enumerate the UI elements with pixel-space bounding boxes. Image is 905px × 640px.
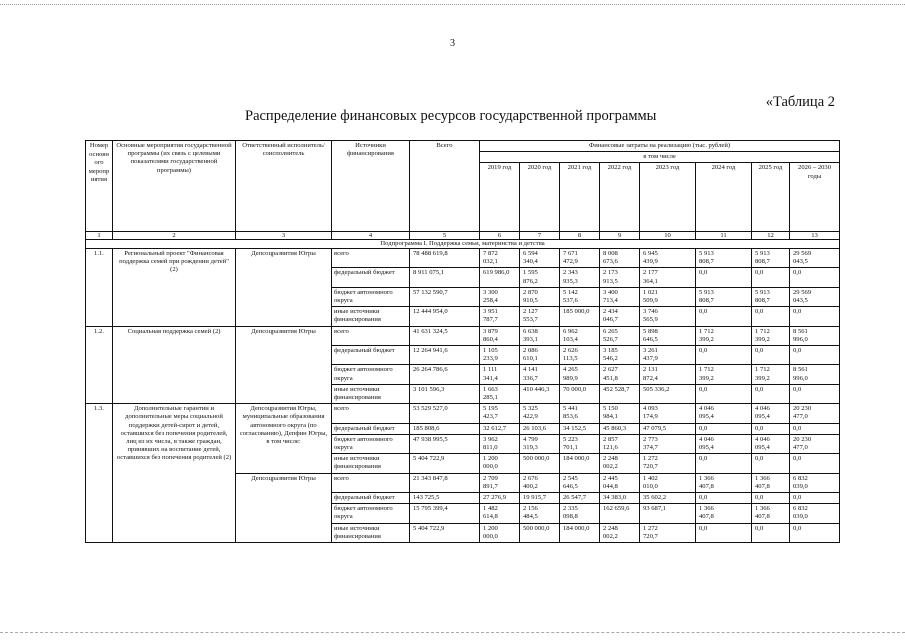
column-number: 13 (790, 232, 840, 240)
header-year: 2024 год (696, 163, 752, 232)
amount-cell: 2 156 484,5 (520, 504, 560, 523)
amount-cell: 47 079,5 (640, 423, 696, 434)
column-number: 12 (752, 232, 790, 240)
amount-cell: 5 195 423,7 (480, 404, 520, 423)
amount-cell: 4 046 095,4 (752, 404, 790, 423)
amount-cell: 0,0 (696, 345, 752, 364)
funding-source: бюджет автономного округа (332, 287, 410, 306)
funding-source: бюджет автономного округа (332, 365, 410, 384)
amount-cell: 4 265 989,9 (560, 365, 600, 384)
amount-cell: 5 142 537,6 (560, 287, 600, 306)
amount-cell: 0,0 (790, 492, 840, 503)
amount-cell: 6 832 039,0 (790, 473, 840, 492)
amount-cell: 2 709 891,7 (480, 473, 520, 492)
subprogram-title: Подпрограмма I. Поддержка семьи, материнства и детства (86, 240, 840, 249)
activity-executor: Депсоцразвития Югры (236, 473, 332, 542)
funding-source: всего (332, 248, 410, 267)
amount-cell: 0,0 (752, 454, 790, 473)
amount-cell: 1 105 233,9 (480, 345, 520, 364)
amount-cell: 32 612,7 (480, 423, 520, 434)
amount-cell: 7 872 032,1 (480, 248, 520, 267)
amount-cell: 0,0 (790, 423, 840, 434)
total-amount: 21 343 847,8 (410, 473, 480, 492)
amount-cell: 0,0 (752, 345, 790, 364)
amount-cell: 3 746 565,9 (640, 307, 696, 326)
funding-source: бюджет автономного округа (332, 504, 410, 523)
amount-cell: 6 594 340,4 (520, 248, 560, 267)
amount-cell: 1 712 399,2 (752, 365, 790, 384)
amount-cell: 452 528,7 (600, 384, 640, 403)
amount-cell: 2 434 046,7 (600, 307, 640, 326)
amount-cell: 45 860,3 (600, 423, 640, 434)
column-number: 1 (86, 232, 113, 240)
amount-cell: 500 000,0 (520, 454, 560, 473)
amount-cell: 26 547,7 (560, 492, 600, 503)
activity-title: Региональный проект "Финансовая поддержка семей при рождении детей" (2) (113, 248, 236, 326)
amount-cell: 2 773 374,7 (640, 434, 696, 453)
total-amount: 26 264 786,6 (410, 365, 480, 384)
amount-cell: 1 712 399,2 (696, 326, 752, 345)
header-year: 2023 год (640, 163, 696, 232)
amount-cell: 1 366 407,8 (752, 473, 790, 492)
amount-cell: 0,0 (790, 454, 840, 473)
header-year: 2021 год (560, 163, 600, 232)
scan-edge-bottom (0, 632, 905, 637)
amount-cell: 2 857 121,6 (600, 434, 640, 453)
amount-cell: 2 676 400,2 (520, 473, 560, 492)
amount-cell: 0,0 (752, 492, 790, 503)
amount-cell: 184 000,0 (560, 523, 600, 542)
header-including: в том числе (480, 152, 840, 163)
amount-cell: 93 687,1 (640, 504, 696, 523)
amount-cell: 4 093 174,9 (640, 404, 696, 423)
amount-cell: 505 336,2 (640, 384, 696, 403)
total-amount: 41 631 324,5 (410, 326, 480, 345)
amount-cell: 2 870 910,5 (520, 287, 560, 306)
amount-cell: 619 986,0 (480, 268, 520, 287)
amount-cell: 2 177 364,1 (640, 268, 696, 287)
amount-cell: 6 638 393,1 (520, 326, 560, 345)
amount-cell: 7 671 472,9 (560, 248, 600, 267)
amount-cell: 6 832 039,0 (790, 504, 840, 523)
amount-cell: 34 383,0 (600, 492, 640, 503)
amount-cell: 1 021 509,9 (640, 287, 696, 306)
amount-cell: 1 200 000,0 (480, 523, 520, 542)
amount-cell: 1 272 720,7 (640, 454, 696, 473)
funding-source: иные источники финансирования (332, 384, 410, 403)
funding-source: всего (332, 473, 410, 492)
amount-cell: 8 561 996,0 (790, 365, 840, 384)
amount-cell: 2 173 913,5 (600, 268, 640, 287)
activity-number: 1.1. (86, 248, 113, 326)
amount-cell: 2 343 935,3 (560, 268, 600, 287)
column-number: 9 (600, 232, 640, 240)
total-amount: 12 444 954,0 (410, 307, 480, 326)
header-costs: Финансовые затраты на реализацию (тыс. рублей) (480, 141, 840, 152)
amount-cell: 34 152,5 (560, 423, 600, 434)
amount-cell: 3 400 713,4 (600, 287, 640, 306)
amount-cell: 2 127 553,7 (520, 307, 560, 326)
table-tag: «Таблица 2 (765, 94, 835, 110)
amount-cell: 2 445 044,8 (600, 473, 640, 492)
amount-cell: 5 898 646,5 (640, 326, 696, 345)
column-number: 11 (696, 232, 752, 240)
activity-executor: Депсоцразвития Югры, муниципальные образования автономного округа (по согласованию), Депфин Югры, в том числе: (236, 404, 332, 473)
funding-source: всего (332, 404, 410, 423)
amount-cell: 5 913 808,7 (696, 248, 752, 267)
total-amount: 47 938 995,5 (410, 434, 480, 453)
activity-number: 1.3. (86, 404, 113, 543)
funding-source: бюджет автономного округа (332, 434, 410, 453)
activity-title: Социальная поддержка семей (2) (113, 326, 236, 404)
amount-cell: 410 446,3 (520, 384, 560, 403)
header-year: 2022 год (600, 163, 640, 232)
total-amount: 5 404 722,9 (410, 523, 480, 542)
amount-cell: 0,0 (790, 523, 840, 542)
funding-source: федеральный бюджет (332, 268, 410, 287)
column-number: 4 (332, 232, 410, 240)
amount-cell: 3 300 258,4 (480, 287, 520, 306)
amount-cell: 5 150 984,1 (600, 404, 640, 423)
amount-cell: 184 000,0 (560, 454, 600, 473)
amount-cell: 1 482 614,8 (480, 504, 520, 523)
amount-cell: 0,0 (790, 345, 840, 364)
amount-cell: 500 000,0 (520, 523, 560, 542)
amount-cell: 0,0 (696, 268, 752, 287)
amount-cell: 0,0 (752, 523, 790, 542)
amount-cell: 2 086 610,1 (520, 345, 560, 364)
total-amount: 12 264 941,6 (410, 345, 480, 364)
amount-cell: 4 046 095,4 (696, 404, 752, 423)
amount-cell: 0,0 (696, 307, 752, 326)
amount-cell: 5 441 853,6 (560, 404, 600, 423)
column-number: 6 (480, 232, 520, 240)
amount-cell: 3 962 811,0 (480, 434, 520, 453)
amount-cell: 2 131 872,4 (640, 365, 696, 384)
amount-cell: 1 402 010,0 (640, 473, 696, 492)
column-number: 5 (410, 232, 480, 240)
funding-source: иные источники финансирования (332, 454, 410, 473)
total-amount: 15 795 399,4 (410, 504, 480, 523)
header-year: 2020 год (520, 163, 560, 232)
amount-cell: 4 141 336,7 (520, 365, 560, 384)
amount-cell: 1 595 876,2 (520, 268, 560, 287)
amount-cell: 6 265 526,7 (600, 326, 640, 345)
total-amount: 57 132 590,7 (410, 287, 480, 306)
header-year: 2019 год (480, 163, 520, 232)
amount-cell: 4 799 319,3 (520, 434, 560, 453)
column-number: 8 (560, 232, 600, 240)
amount-cell: 2 248 002,2 (600, 523, 640, 542)
header-year: 2026 – 2030 годы (790, 163, 840, 232)
amount-cell: 6 962 103,4 (560, 326, 600, 345)
amount-cell: 3 185 546,2 (600, 345, 640, 364)
amount-cell: 2 248 002,2 (600, 454, 640, 473)
activity-executor: Депсоцразвития Югры (236, 248, 332, 326)
amount-cell: 0,0 (790, 307, 840, 326)
column-number: 10 (640, 232, 696, 240)
amount-cell: 1 272 720,7 (640, 523, 696, 542)
scan-edge-top (0, 0, 905, 5)
amount-cell: 5 223 701,1 (560, 434, 600, 453)
table-row (86, 404, 840, 423)
funding-source: иные источники финансирования (332, 523, 410, 542)
header-executor: Ответственный исполнитель/ соисполнитель (236, 141, 332, 232)
amount-cell: 3 261 437,9 (640, 345, 696, 364)
financial-resources-table (85, 140, 840, 543)
total-amount: 78 488 619,8 (410, 248, 480, 267)
activity-number: 1.2. (86, 326, 113, 404)
amount-cell: 0,0 (752, 423, 790, 434)
amount-cell: 5 913 808,7 (752, 248, 790, 267)
table-row (86, 326, 840, 345)
amount-cell: 29 569 043,5 (790, 287, 840, 306)
header-total: Всего (410, 141, 480, 232)
amount-cell: 4 046 095,4 (752, 434, 790, 453)
amount-cell: 0,0 (752, 268, 790, 287)
amount-cell: 0,0 (752, 384, 790, 403)
amount-cell: 1 200 000,0 (480, 454, 520, 473)
amount-cell: 5 913 808,7 (696, 287, 752, 306)
amount-cell: 0,0 (790, 384, 840, 403)
total-amount: 3 101 596,3 (410, 384, 480, 403)
amount-cell: 3 951 787,7 (480, 307, 520, 326)
page-number: 3 (450, 38, 455, 49)
amount-cell: 1 712 399,2 (696, 365, 752, 384)
amount-cell: 20 230 477,0 (790, 434, 840, 453)
amount-cell: 3 879 860,4 (480, 326, 520, 345)
amount-cell: 2 626 113,5 (560, 345, 600, 364)
amount-cell: 1 712 399,2 (752, 326, 790, 345)
funding-source: всего (332, 326, 410, 345)
total-amount: 53 529 527,0 (410, 404, 480, 423)
header-year: 2025 год (752, 163, 790, 232)
amount-cell: 0,0 (696, 492, 752, 503)
amount-cell: 5 325 422,9 (520, 404, 560, 423)
column-number: 2 (113, 232, 236, 240)
amount-cell: 2 335 098,8 (560, 504, 600, 523)
amount-cell: 1 663 285,1 (480, 384, 520, 403)
amount-cell: 5 913 808,7 (752, 287, 790, 306)
funding-source: федеральный бюджет (332, 492, 410, 503)
title-line (85, 94, 835, 128)
table-row (86, 248, 840, 267)
column-number: 3 (236, 232, 332, 240)
amount-cell: 6 945 439,9 (640, 248, 696, 267)
subprogram-row (86, 240, 840, 249)
activity-executor: Депсоцразвития Югры (236, 326, 332, 404)
page-title: Распределение финансовых ресурсов государственной программы (245, 108, 657, 124)
amount-cell: 20 230 477,0 (790, 404, 840, 423)
header-num: Номер основного мероприятия (86, 141, 113, 232)
amount-cell: 1 366 407,8 (696, 504, 752, 523)
amount-cell: 27 276,9 (480, 492, 520, 503)
amount-cell: 4 046 095,4 (696, 434, 752, 453)
amount-cell: 0,0 (696, 454, 752, 473)
total-amount: 185 808,6 (410, 423, 480, 434)
amount-cell: 185 000,0 (560, 307, 600, 326)
total-amount: 8 911 075,1 (410, 268, 480, 287)
amount-cell: 0,0 (752, 307, 790, 326)
funding-source: иные источники финансирования (332, 307, 410, 326)
amount-cell: 0,0 (696, 523, 752, 542)
activity-title: Дополнительные гарантии и дополнительные меры социальной поддержки детей-сирот и детей, оставшихся без попечения родителей, лиц из их числа, в также граждан, принявших на воспитание детей, оставшихся без попечения родителей (2) (113, 404, 236, 543)
amount-cell: 2 545 646,5 (560, 473, 600, 492)
amount-cell: 1 111 341,4 (480, 365, 520, 384)
header-source: Источники финансирования (332, 141, 410, 232)
amount-cell: 0,0 (696, 423, 752, 434)
amount-cell: 162 659,6 (600, 504, 640, 523)
funding-source: федеральный бюджет (332, 345, 410, 364)
amount-cell: 1 366 407,8 (696, 473, 752, 492)
column-number-row (86, 232, 840, 240)
amount-cell: 19 915,7 (520, 492, 560, 503)
table-body (86, 232, 840, 543)
funding-source: федеральный бюджет (332, 423, 410, 434)
column-number: 7 (520, 232, 560, 240)
total-amount: 143 725,5 (410, 492, 480, 503)
amount-cell: 0,0 (790, 268, 840, 287)
total-amount: 5 404 722,9 (410, 454, 480, 473)
amount-cell: 26 103,6 (520, 423, 560, 434)
amount-cell: 2 627 451,8 (600, 365, 640, 384)
amount-cell: 1 366 407,8 (752, 504, 790, 523)
amount-cell: 8 561 996,0 (790, 326, 840, 345)
amount-cell: 35 602,2 (640, 492, 696, 503)
amount-cell: 70 000,0 (560, 384, 600, 403)
amount-cell: 0,0 (696, 384, 752, 403)
amount-cell: 29 569 043,5 (790, 248, 840, 267)
header-activity: Основные мероприятия государственной программы (их связь с целевыми показателями государственной программы) (113, 141, 236, 232)
amount-cell: 8 008 673,6 (600, 248, 640, 267)
